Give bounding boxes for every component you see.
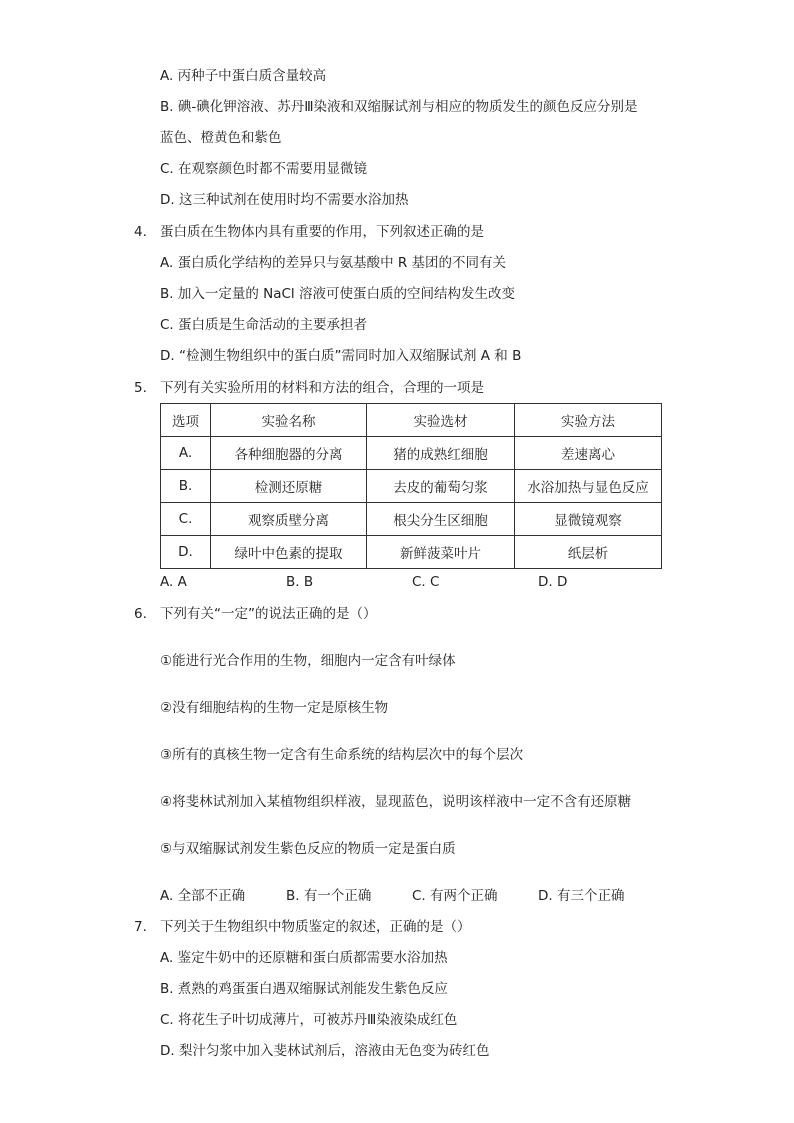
table-cell: 绿叶中色素的提取 — [211, 536, 367, 569]
table-header-cell: 实验方法 — [515, 404, 662, 437]
q5-option-b: B. B — [286, 574, 314, 590]
q7-number: 7. — [134, 919, 147, 935]
q7-option-d: D. 梨汁匀浆中加入斐林试剂后，溶液由无色变为砖红色 — [160, 1043, 490, 1059]
q6-option-d: D. 有三个正确 — [538, 888, 625, 904]
q6-option-c: C. 有两个正确 — [412, 888, 498, 904]
q7-option-b: B. 煮熟的鸡蛋蛋白遇双缩脲试剂能发生紫色反应 — [160, 981, 448, 997]
table-row — [161, 470, 662, 503]
table-cell: 去皮的葡萄匀浆 — [367, 470, 515, 503]
table-cell: B. — [161, 470, 211, 503]
q4-number: 4. — [134, 224, 147, 240]
q4-option-c: C. 蛋白质是生命活动的主要承担者 — [160, 317, 368, 333]
table-cell: 猪的成熟红细胞 — [367, 437, 515, 470]
q6-statement-4: ④将斐林试剂加入某植物组织样液，显现蓝色，说明该样液中一定不含有还原糖 — [160, 794, 632, 810]
table-cell: 根尖分生区细胞 — [367, 503, 515, 536]
table-cell: 新鲜菠菜叶片 — [367, 536, 515, 569]
table-row — [161, 437, 662, 470]
q6-statement-1: ①能进行光合作用的生物，细胞内一定含有叶绿体 — [160, 653, 456, 669]
q4-option-d: D. “检测生物组织中的蛋白质”需同时加入双缩脲试剂 A 和 B — [160, 348, 522, 364]
table-cell: 差速离心 — [515, 437, 662, 470]
table-cell: A. — [161, 437, 211, 470]
table-cell: 各种细胞器的分离 — [211, 437, 367, 470]
table-cell: 纸层析 — [515, 536, 662, 569]
table-header-cell: 选项 — [161, 404, 211, 437]
table-cell: 检测还原糖 — [211, 470, 367, 503]
q3-option-c: C. 在观察颜色时都不需要用显微镜 — [160, 161, 368, 177]
q4-stem: 蛋白质在生物体内具有重要的作用，下列叙述正确的是 — [160, 224, 484, 240]
q3-option-a: A. 丙种子中蛋白质含量较高 — [160, 68, 327, 84]
q3-option-b-continued: 蓝色、橙黄色和紫色 — [160, 130, 282, 146]
q5-table — [160, 403, 662, 569]
q7-stem: 下列关于生物组织中物质鉴定的叙述，正确的是（） — [160, 919, 471, 935]
table-cell: D. — [161, 536, 211, 569]
table-cell: 显微镜观察 — [515, 503, 662, 536]
q5-option-a: A. A — [160, 574, 187, 590]
q6-statement-3: ③所有的真核生物一定含有生命系统的结构层次中的每个层次 — [160, 747, 524, 763]
q6-number: 6. — [134, 606, 147, 622]
table-header-row — [161, 404, 662, 437]
q5-number: 5. — [134, 380, 147, 396]
q7-option-c: C. 将花生子叶切成薄片，可被苏丹Ⅲ染液染成红色 — [160, 1012, 458, 1028]
q3-option-d: D. 这三种试剂在使用时均不需要水浴加热 — [160, 192, 409, 208]
q6-statement-5: ⑤与双缩脲试剂发生紫色反应的物质一定是蛋白质 — [160, 841, 456, 857]
q5-stem: 下列有关实验所用的材料和方法的组合，合理的一项是 — [160, 380, 484, 396]
table-header-cell: 实验选材 — [367, 404, 515, 437]
q3-option-b: B. 碘-碘化钾溶液、苏丹Ⅲ染液和双缩脲试剂与相应的物质发生的颜色反应分别是 — [160, 99, 638, 115]
q7-option-a: A. 鉴定牛奶中的还原糖和蛋白质都需要水浴加热 — [160, 950, 448, 966]
table-header-cell: 实验名称 — [211, 404, 367, 437]
q4-option-a: A. 蛋白质化学结构的差异只与氨基酸中 R 基团的不同有关 — [160, 255, 507, 271]
q5-option-d: D. D — [538, 574, 568, 590]
q6-option-a: A. 全部不正确 — [160, 888, 246, 904]
q4-option-b: B. 加入一定量的 NaCl 溶液可使蛋白质的空间结构发生改变 — [160, 286, 515, 302]
q6-stem: 下列有关“一定”的说法正确的是（） — [160, 606, 377, 622]
q5-option-c: C. C — [412, 574, 440, 590]
q6-statement-2: ②没有细胞结构的生物一定是原核生物 — [160, 700, 389, 716]
table-row — [161, 503, 662, 536]
table-cell: 观察质壁分离 — [211, 503, 367, 536]
table-cell: 水浴加热与显色反应 — [515, 470, 662, 503]
table-row — [161, 536, 662, 569]
q6-option-b: B. 有一个正确 — [286, 888, 372, 904]
table-cell: C. — [161, 503, 211, 536]
